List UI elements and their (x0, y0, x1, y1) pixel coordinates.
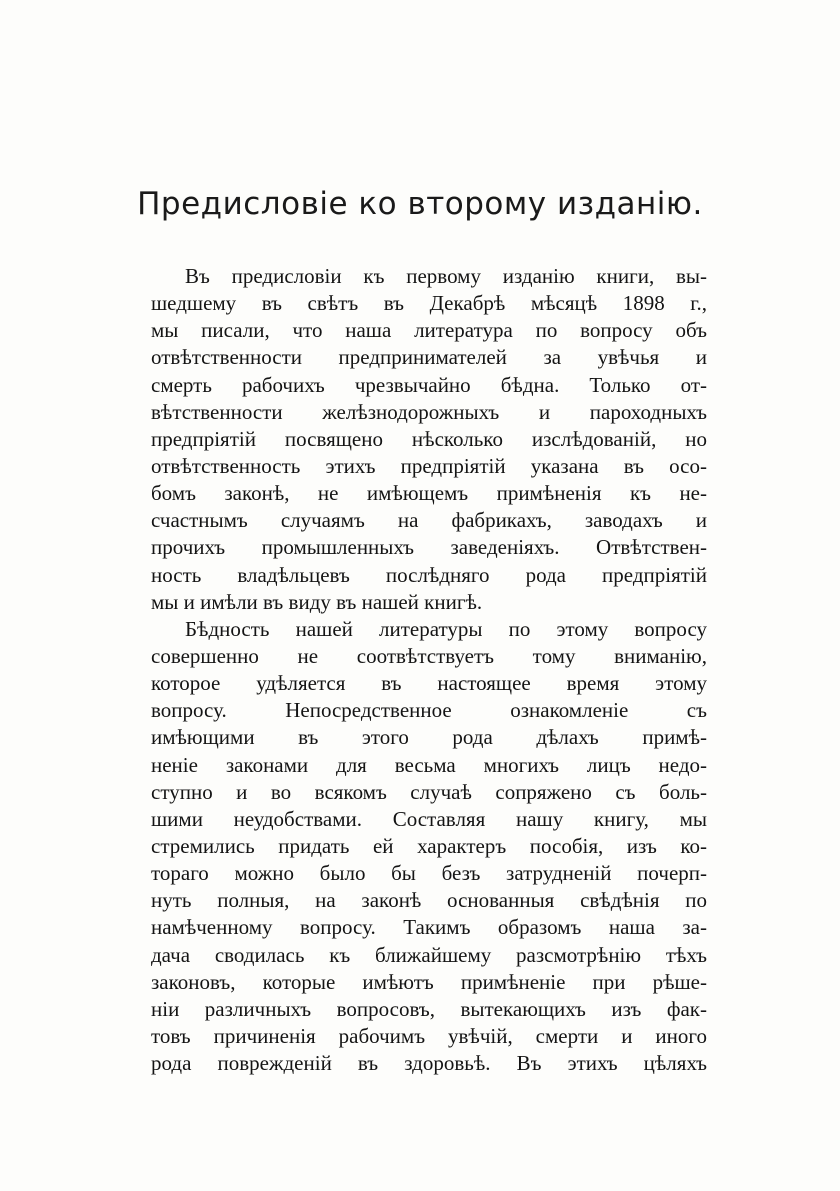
text-line: имѣющими въ этого рода дѣлахъ примѣ- (151, 725, 707, 750)
text-line: отвѣтственность этихъ предпріятій указана въ осо- (151, 453, 707, 478)
text-line: ніи различныхъ вопросовъ, вытекающихъ изъ фак- (151, 996, 707, 1021)
text-line: ность владѣльцевъ послѣдняго рода предпріятій (151, 562, 707, 587)
preface-body (151, 263, 707, 1077)
text-line: ступно и во всякомъ случаѣ сопряжено съ боль- (151, 779, 707, 804)
text-line: вопросу. Непосредственное ознакомленіе съ (151, 698, 707, 723)
text-line: шими неудобствами. Составляя нашу книгу, мы (151, 806, 707, 831)
text-line: отвѣтственности предпринимателей за увѣчья и (151, 345, 707, 370)
text-line: бомъ законѣ, не имѣющемъ примѣненія къ не- (151, 481, 707, 506)
text-line: мы писали, что наша литература по вопросу объ (151, 318, 707, 343)
text-line: намѣченному вопросу. Такимъ образомъ наша за- (151, 915, 707, 940)
text-line: совершенно не соотвѣтствуетъ тому вниманію, (151, 643, 707, 668)
page-title: Предисловіе ко второму изданію. (137, 186, 703, 222)
text-line: законовъ, которые имѣютъ примѣненіе при рѣше- (151, 969, 707, 994)
text-line: которое удѣляется въ настоящее время этому (151, 671, 707, 696)
text-line: дача сводилась къ ближайшему разсмотрѣнію тѣхъ (151, 942, 707, 967)
text-line: Бѣдность нашей литературы по этому вопросу (185, 616, 707, 641)
text-line: стремились придать ей характеръ пособія, изъ ко- (151, 833, 707, 858)
text-line: шедшему въ свѣтъ въ Декабрѣ мѣсяцѣ 1898 г., (151, 291, 707, 316)
text-line: прочихъ промышленныхъ заведеніяхъ. Отвѣтствен- (151, 535, 707, 560)
text-line: тораго можно было бы безъ затрудненій почерп- (151, 861, 707, 886)
text-line: предпріятій посвящено нѣсколько изслѣдованій, но (151, 426, 707, 451)
text-line: смерть рабочихъ чрезвычайно бѣдна. Только от- (151, 372, 707, 397)
text-line: нуть полныя, на законѣ основанныя свѣдѣнія по (151, 888, 707, 913)
text-line: счастнымъ случаямъ на фабрикахъ, заводахъ и (151, 508, 707, 533)
text-line: неніе законами для весьма многихъ лицъ недо- (151, 752, 707, 777)
text-line: Въ предисловіи къ первому изданію книги, вы- (185, 264, 707, 288)
text-line: вѣтственности желѣзнодорожныхъ и пароходныхъ (151, 399, 707, 424)
text-line: рода поврежденій въ здоровьѣ. Въ этихъ цѣляхъ (151, 1051, 707, 1076)
text-line: товъ причиненія рабочимъ увѣчій, смерти и иного (151, 1023, 707, 1048)
text-line: мы и имѣли въ виду въ нашей книгѣ. (151, 589, 483, 614)
